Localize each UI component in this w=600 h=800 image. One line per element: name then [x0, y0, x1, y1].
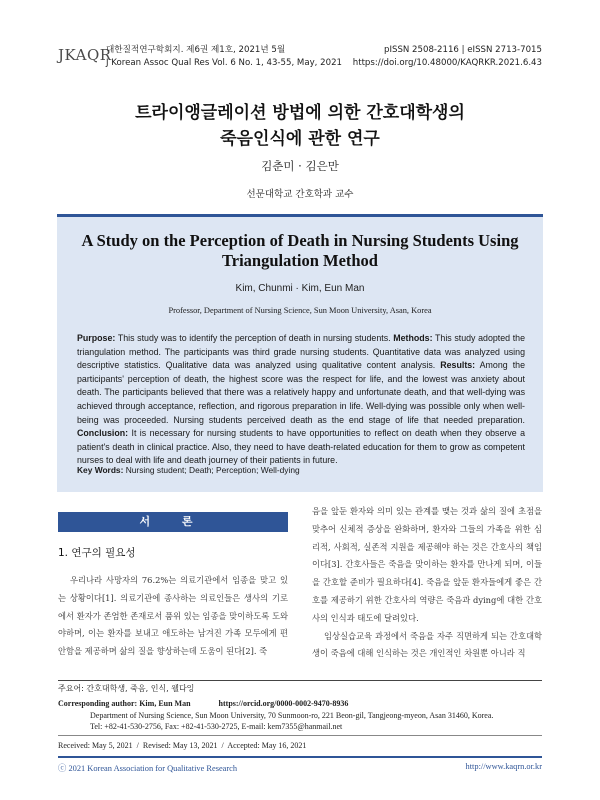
footnote-divider: [58, 680, 542, 681]
subsection-heading: 1. 연구의 필요성: [58, 547, 136, 559]
section-heading-introduction: 서 론: [58, 512, 288, 532]
body-left-column: 우리나라 사망자의 76.2%는 의료기관에서 임종을 맞고 있는 상황이다[1]. 의료기관에 종사하는 의료인들은 생사의 기로에서 환자가 존엄한 존재로서 품위 있는 임종을 맞이하도록 도와야하며, 이는 환자를 보내고 애도하는 남겨진 가족 모두에게 편안함을 제공하며 삶의 질을 향상하는데 도움이 된다[2]. 죽: [58, 575, 288, 657]
author-contact: Tel: +82-41-530-2756, Fax: +82-41-530-2725, E-mail: kem7355@hanmail.net: [90, 722, 343, 731]
doi-link[interactable]: https://doi.org/10.48000/KAQRKR.2021.6.43: [352, 58, 542, 68]
conclusion-label: Conclusion:: [77, 428, 129, 439]
dates-divider: [58, 735, 542, 736]
journal-citation-en: J Korean Assoc Qual Res Vol. 6 No. 1, 43-55, May, 2021: [106, 58, 343, 68]
keywords-label: Key Words:: [77, 465, 124, 475]
orcid-link[interactable]: https://orcid.org/0000-0002-9470-8936: [218, 699, 349, 708]
purpose-label: Purpose:: [77, 333, 116, 343]
english-title: [57, 231, 543, 271]
methods-text: This study adopted the triangulation method. The participants was third grade nursing students. Quantitative data was analyzed using descriptive statistics. Qualitative data was analyzed using qualitative content analysis.: [77, 333, 525, 371]
results-text: Among the participants' perception of death, the highest score was the respect for life, and the lowest was anxiety about death. The participants believed that there was a relatively happy and unfortunate death, and that well-dying was achieved through acceptance, reflection, and rigorous preparation in life. Well-dying was possible only when well-being was proceeded. Nursing students perceived death as the end stage of life that needed preparation.: [77, 360, 525, 425]
korean-authors: 김춘미 · 김은만: [261, 159, 339, 173]
journal-url-link[interactable]: http://www.kaqrn.or.kr: [465, 762, 542, 771]
copyright: ⓒ 2021 Korean Association for Qualitative Research: [58, 764, 238, 773]
korean-title-line2: 죽음인식에 관한 연구: [220, 129, 380, 149]
english-title-line1: A Study on the Perception of Death in Nursing Students Using: [81, 231, 519, 250]
results-label: Results:: [440, 360, 476, 371]
keywords-text: Nursing student; Death; Perception; Well-dying: [125, 465, 300, 475]
body-right-column: [312, 503, 542, 663]
journal-header: [58, 40, 542, 74]
body-right-paragraph-1: 음을 앞둔 환자와 의미 있는 관계를 맺는 것과 삶의 질에 초점을 맞추어 신체적 증상을 완화하며, 환자와 그들의 가족을 위한 심리적, 사회적, 실존적 지원을 제공해야 하는 것은 간호사의 책임이다[3]. 간호사들은 죽음을 맞이하는 환자를 만나게 되며, 이들을 간호할 준비가 필요하다[4]. 죽음을 앞둔 환자들에게 좋은 간호를 제공하기 위한 간호사의 역량은 죽음과 dying에 대한 간호사의 인식과 태도에 달려있다.: [312, 506, 542, 623]
journal-logo: JKAQR: [58, 46, 112, 64]
journal-citation: [106, 44, 342, 70]
corresponding-label: Corresponding author:: [58, 699, 138, 708]
korean-title-line1: 트라이앵글레이션 방법에 의한 간호대학생의: [135, 103, 465, 123]
purpose-text: This study was to identify the perception of death in nursing students.: [115, 333, 394, 343]
corresponding-name: Kim, Eun Man: [139, 699, 191, 708]
journal-identifiers: [353, 44, 542, 70]
author-address: Department of Nursing Science, Sun Moon University, 70 Sunmoon-ro, 221 Beon-gil, Tangjeong-myeon, Asan 31460, Korea.: [90, 711, 494, 720]
korean-title: [0, 100, 600, 152]
abstract-text: [77, 332, 525, 468]
methods-label: Methods:: [393, 333, 433, 343]
issn: pISSN 2508-2116 | eISSN 2713-7015: [384, 45, 542, 55]
journal-citation-kr: 대한질적연구학회지. 제6권 제1호, 2021년 5월: [106, 45, 286, 55]
english-title-line2: Triangulation Method: [221, 251, 378, 270]
english-authors: Kim, Chunmi · Kim, Eun Man: [235, 283, 365, 294]
article-dates: Received: May 5, 2021 / Revised: May 13, 2021 / Accepted: May 16, 2021: [58, 741, 307, 750]
english-affiliation: Professor, Department of Nursing Science, Sun Moon University, Asan, Korea: [168, 306, 432, 315]
keywords: [77, 465, 300, 475]
page-footer: [58, 756, 542, 773]
body-right-paragraph-2: 임상실습교육 과정에서 죽음을 자주 직면하게 되는 간호대학생이 죽음에 대해 인식하는 것은 개인적인 차원뿐 아니라 직: [312, 630, 542, 659]
korean-affiliation: 선문대학교 간호학과 교수: [246, 189, 354, 200]
conclusion-text: It is necessary for nursing students to have opportunities to reflect on death when they observe a patient's death in clinical practice. Also, they need to have death-related education for them to grow as competent nurses to deal with life and death journey of their patients in future.: [77, 428, 525, 466]
korean-keywords: 주요어: 간호대학생, 죽음, 인식, 웰다잉: [58, 684, 195, 693]
corresponding-author: [58, 698, 348, 710]
abstract-box: [57, 214, 543, 492]
